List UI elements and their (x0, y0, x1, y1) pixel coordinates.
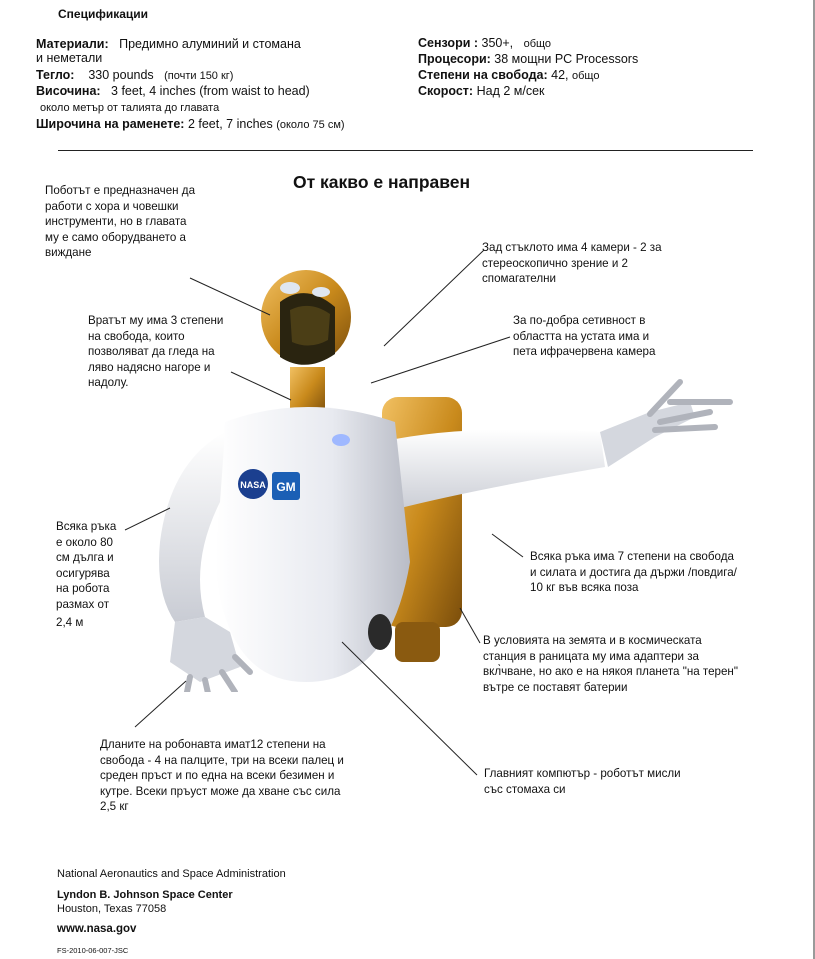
note-line: Всяка ръка (56, 520, 117, 533)
note-line: размах от (56, 597, 110, 611)
note-line: ляво надясно нагоре и (88, 360, 211, 374)
note-line: кутре. Всеки пръуст може да хване със сила (100, 784, 341, 798)
sensors-note: общо (523, 38, 552, 50)
note-line: инструменти, но в главата (45, 215, 187, 228)
note-line: 2,5 кг (100, 800, 129, 813)
footer-code: FS-2010-06-007-JSC (57, 946, 129, 955)
materials-value: Предимно алуминий и стомана (119, 37, 301, 51)
weight-label: Тегло: (36, 68, 75, 82)
note-line: вкл̀чване, но ако е на някоя планета "на терен" (483, 665, 738, 678)
note-line: позволяват да гледа на (88, 345, 215, 358)
section-title: От какво е направен (293, 172, 471, 192)
note-line: В условията на земята и в космическата (483, 634, 702, 647)
note-computer (484, 766, 681, 797)
note-line: пета ифрачервена камера (513, 345, 656, 358)
note-hands (100, 737, 344, 815)
shoulder-label: Широчина на раменете: (36, 117, 185, 131)
note-line: Всяка ръка има 7 степени на свобода (530, 550, 734, 563)
note-line: среден пръст и по една на всеки безимен и (100, 769, 335, 782)
note-line: надолу. (88, 376, 129, 389)
footer-center: Lyndon B. Johnson Space Center (57, 889, 233, 901)
shoulder-value: 2 feet, 7 inches (187, 117, 273, 131)
note-line: осигурява (56, 566, 110, 580)
note-arm-dof (530, 549, 737, 596)
footer-web-link[interactable]: www.nasa.gov (57, 923, 137, 935)
height-label: Височина: (36, 84, 101, 98)
note-line: спомагателни (482, 272, 556, 285)
dof-value: 42, (551, 68, 569, 82)
note-line: областта на устата има и (513, 329, 650, 343)
note-arm-span: 2,4 м (56, 616, 84, 629)
note-line: работи с хора и човешки (45, 199, 179, 213)
height-note: около метър от талията до главата (40, 102, 220, 114)
note-line: му е само оборудването а (45, 230, 186, 244)
processors-value: 38 мощни PC Processors (494, 52, 639, 66)
materials-label: Материали: (36, 37, 109, 51)
note-line: Вратът му има 3 степени (88, 314, 224, 327)
shoulder-note: (около 75 см) (276, 119, 345, 131)
footer-agency: National Aeronautics and Space Administration (57, 868, 286, 880)
note-line: е около 80 (56, 535, 113, 549)
note-line: вътре се поставят батерии (483, 680, 628, 694)
svg-text:GM: GM (276, 480, 296, 494)
note-line: см дълга и (56, 551, 114, 564)
note-neck (88, 313, 223, 391)
dof-label: Степени на свобода: (418, 68, 548, 82)
note-line: със стомаха си (484, 782, 566, 796)
note-power (483, 633, 738, 695)
note-head-purpose (45, 183, 195, 261)
note-line: и силата и достига да държи /повдига/ (530, 565, 737, 579)
note-line: Поботът е предназначен да (45, 184, 196, 197)
sensors-value: 350+, (481, 36, 514, 50)
speed-value: Над 2 м/сек (476, 84, 545, 98)
note-line: Главният компютър - роботът мисли (484, 767, 681, 780)
note-line: станция в раницата му има адаптери за (483, 649, 699, 663)
weight-value: 330 pounds (88, 68, 154, 82)
note-line: свобода - 4 на палците, три на всеки палец и (100, 753, 344, 767)
note-line: Зад стъклото има 4 камери - 2 за (482, 241, 662, 254)
svg-text:NASA: NASA (240, 480, 266, 490)
dof-note: общо (572, 70, 600, 82)
footer-address: Houston, Texas 77058 (57, 903, 167, 915)
note-line: Дланите на робонавта имат12 степени на (100, 738, 326, 751)
note-arm-length (56, 519, 116, 612)
sensors-label: Сензори : (418, 36, 479, 50)
height-value: 3 feet, 4 inches (from waist to head) (111, 84, 310, 98)
note-line: стереоскопично зрение и 2 (482, 256, 628, 270)
specs-title: Спецификации (58, 7, 149, 21)
speed-label: Скорост: (418, 84, 474, 98)
weight-note: (почти 150 кг) (164, 70, 234, 82)
note-line: 10 кг във всяка поза (530, 581, 639, 594)
note-line: на робота (56, 582, 110, 595)
materials-value-2: и неметали (36, 51, 103, 65)
note-cameras (482, 240, 662, 287)
note-line: За по-добра сетивност в (513, 314, 646, 327)
note-line: на свобода, които (88, 329, 185, 343)
note-infrared (513, 313, 655, 360)
processors-label: Процесори: (418, 52, 491, 66)
note-line: виждане (45, 246, 92, 259)
